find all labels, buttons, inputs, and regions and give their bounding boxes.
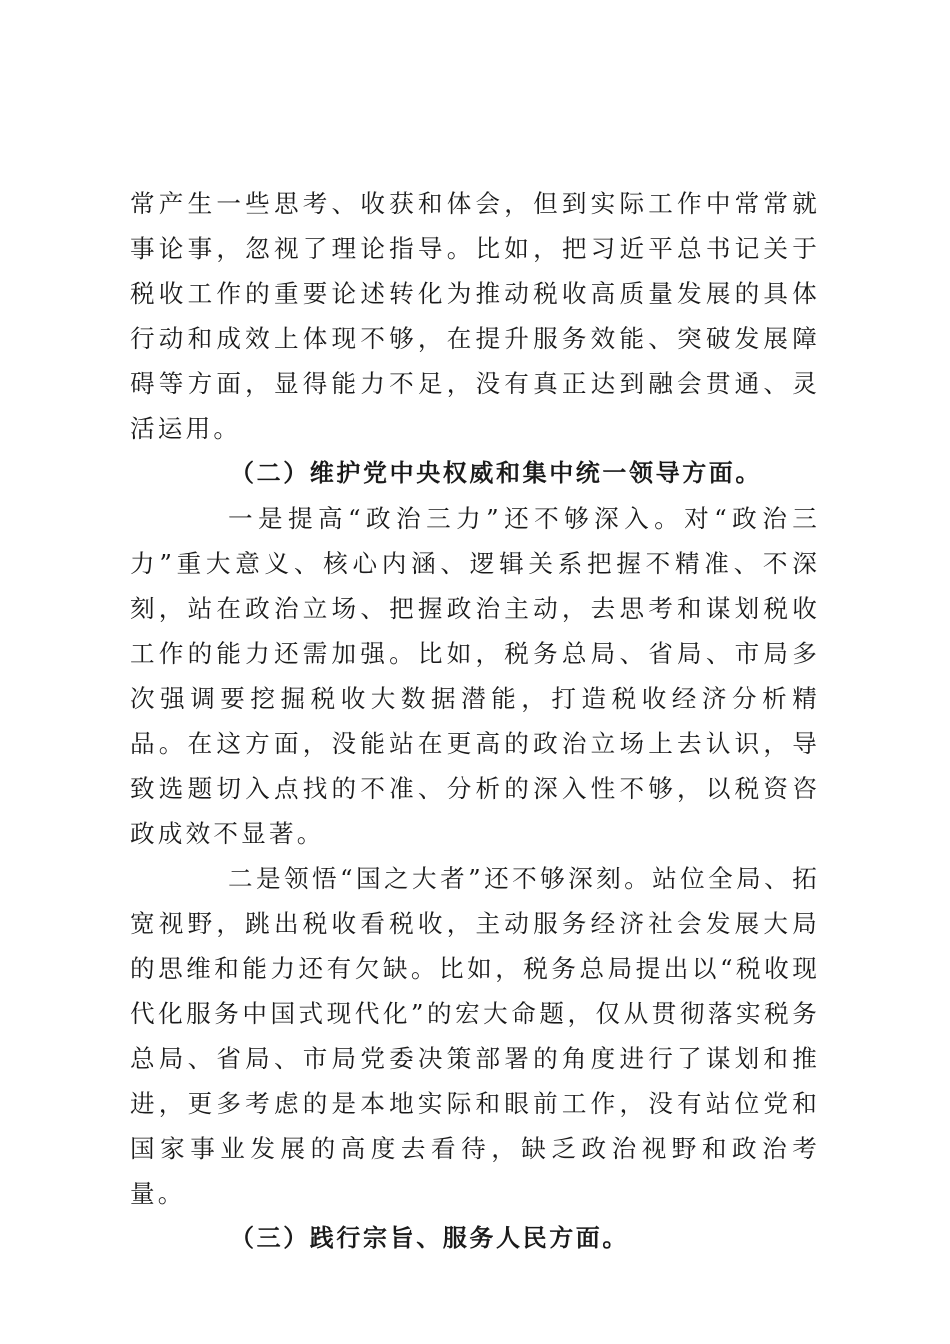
body-paragraph-political-three: 一是提高“政治三力”还不够深入。对“政治三力”重大意义、核心内涵、逻辑关系把握不精准、不深刻，站在政治立场、把握政治主动，去思考和谋划税收工作的能力还需加强。比如，税务总局、省局、市局多次强调要挖掘税收大数据潜能，打造税收经济分析精品。在这方面，没能站在更高的政治立场上去认识，导致选题切入点找的不准、分析的深入性不够，以税资咨政成效不显著。 xyxy=(130,504,820,848)
document-body xyxy=(130,181,820,1261)
section-heading-3: （三）践行宗旨、服务人民方面。 xyxy=(230,1224,629,1252)
body-paragraph-national-affairs: 二是领悟“国之大者”还不够深刻。站位全局、拓宽视野，跳出税收看税收，主动服务经济社会发展大局的思维和能力还有欠缺。比如，税务总局提出以“税收现代化服务中国式现代化”的宏大命题，仅从贯彻落实税务总局、省局、市局党委决策部署的角度进行了谋划和推进，更多考虑的是本地实际和眼前工作，没有站位党和国家事业发展的高度去看待，缺乏政治视野和政治考量。 xyxy=(130,864,820,1208)
body-paragraph-1: 常产生一些思考、收获和体会，但到实际工作中常常就事论事，忽视了理论指导。比如，把习近平总书记关于税收工作的重要论述转化为推动税收高质量发展的具体行动和成效上体现不够，在提升服务效能、突破发展障碍等方面，显得能力不足，没有真正达到融会贯通、灵活运用。 xyxy=(130,189,820,443)
section-heading-2: （二）维护党中央权威和集中统一领导方面。 xyxy=(230,459,762,487)
